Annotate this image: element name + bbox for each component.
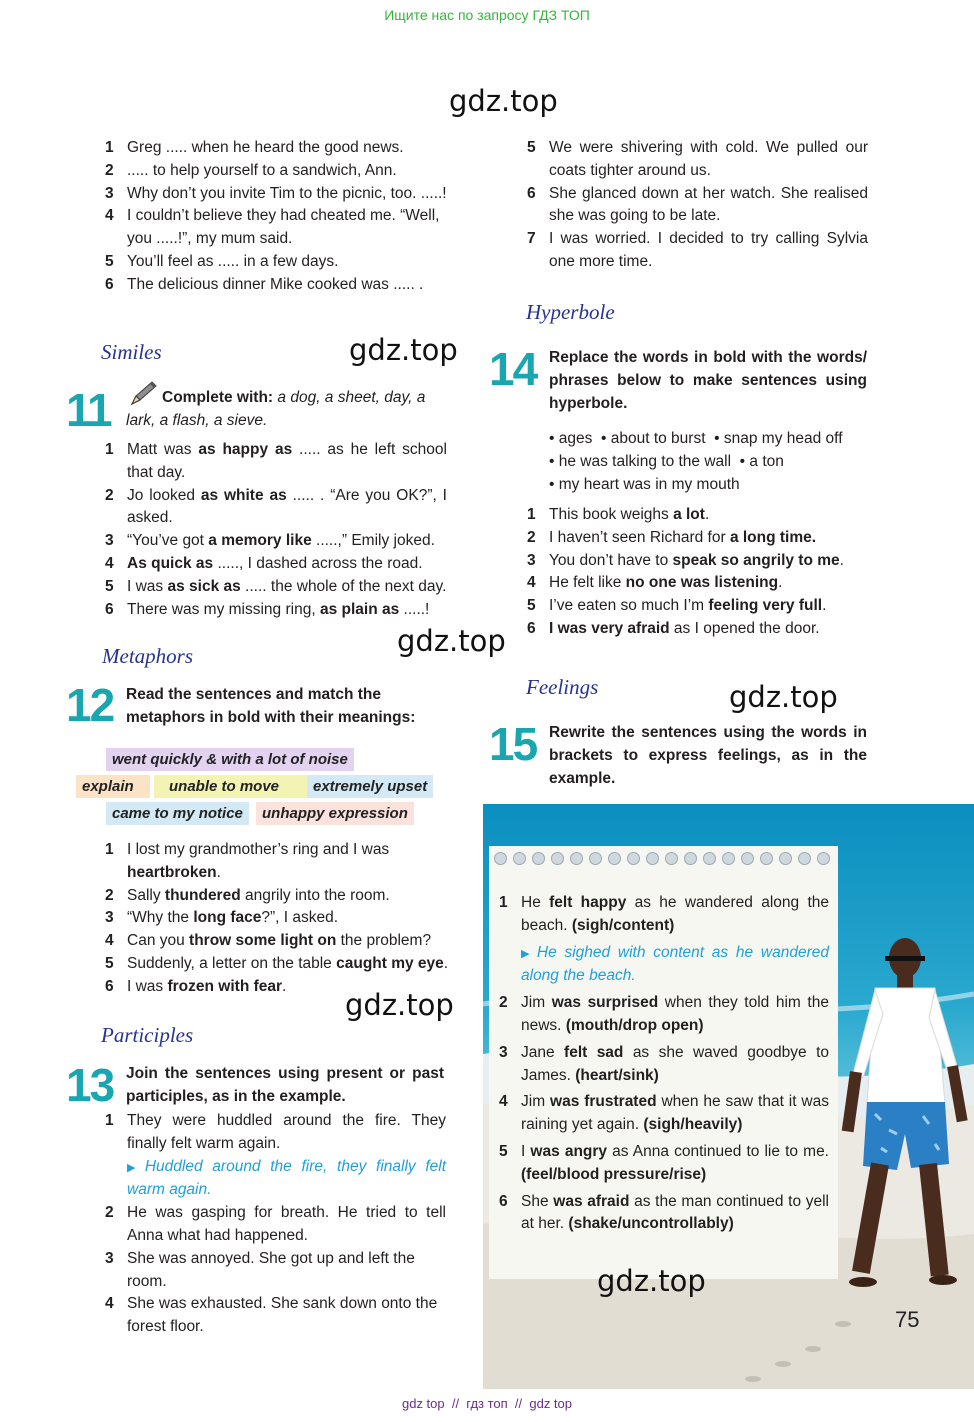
list-item: 2 Sally thundered angrily into the room. [105,886,390,904]
list-item: 2 Jo looked as white as ..... . “Are you OK?”, I asked. [105,486,447,527]
list-item: 6 The delicious dinner Mike cooked was ..... . [105,275,424,293]
instruction-11: Complete with: a dog, a sheet, day, a lark, a flash, a sieve. [126,389,426,429]
watermark: gdz.top [349,333,458,367]
exercise-number-11: 11 [66,384,111,436]
watermark: gdz.top [397,624,506,658]
list-item: 6 There was my missing ring, as plain as .....! [105,600,430,618]
hyperbole-list [527,504,868,641]
list-item: 7 I was worried. I decided to try calling Sylvia one more time. [527,230,868,270]
list-item: 4 She was exhausted. She sank down onto the forest floor. [105,1295,438,1336]
triangle-right-icon: ▶ [521,947,533,960]
section-title-metaphors: Metaphors [102,644,193,668]
watermark: gdz.top [345,988,454,1022]
list-item: 3 Why don’t you invite Tim to the picnic, too. .....! [105,184,447,202]
section-title-participles: Participles [101,1023,194,1047]
list-item: 4 Jim was frustrated when he saw that it was raining yet again. (sigh/heavily) [499,1093,829,1134]
list-item: 1 Matt was as happy as ..... as he left school that day. [105,441,447,481]
exercise-number-14: 14 [489,343,537,395]
list-item: 3 Jane felt sad as she waved goodbye to James. (heart/sink) [499,1043,830,1084]
example-answer: ▶ Huddled around the fire, they finally felt warm again. [127,1157,447,1199]
list-item: 3 She was annoyed. She got up and left the room. [105,1249,415,1290]
watermark: gdz.top [449,84,558,118]
list-item: 3 “Why the long face?”, I asked. [105,909,339,927]
triangle-right-icon: ▶ [127,1161,141,1174]
list-item: 6 She was afraid as the man continued to yell at her. (shake/uncontrollably) [499,1192,829,1233]
list-item: 2 Jim was surprised when they told him the news. (mouth/drop open) [499,994,829,1034]
list-item: 5 Suddenly, a letter on the table caught my eye. [105,954,449,972]
exercise-number-13: 13 [66,1059,114,1111]
list-item: 5 I’ve eaten so much I’m feeling very full. [527,597,827,615]
section-title-feelings: Feelings [526,675,599,699]
list-item: 1 He felt happy as he wandered along the beach. (sigh/content) ▶ He sighed with content as he wandered along the beach. [499,892,829,988]
list-item: 5 I was angry as Anna continued to lie to me. (feel/blood pressure/rise) [499,1142,829,1183]
exercise-number-15: 15 [489,718,537,770]
list-item: 1 Greg ..... when he heard the good news. [105,139,404,156]
list-item: 6 I was very afraid as I opened the door. [527,619,820,637]
list-item: 4 He felt like no one was listening. [527,574,783,592]
list-item: 5 We were shivering with cold. We pulled our coats tighter around us. [527,139,868,179]
instruction-14: Replace the words in bold with the words/ phrases below to make sentences using hyperbole. [549,349,867,412]
list-item: 4 Can you throw some light on the problem? [105,932,432,950]
meaning-tag: unhappy expression [256,802,414,825]
list-item: 3 “You’ve got a memory like .....,” Emily joked. [105,532,435,550]
search-note: Ищите нас по запросу ГДЗ ТОП [384,7,590,23]
example-answer: ▶ He sighed with content as he wandered along the beach. [521,943,829,985]
list-item: 4 I couldn’t believe they had cheated me. “Well, you .....!”, my mum said. [105,207,440,248]
list-item: 2 ..... to help yourself to a sandwich, Ann. [105,161,397,179]
list-item: 1 This book weighs a lot. [527,506,710,523]
top-left-list [105,137,450,297]
meaning-tag: explain [76,775,150,798]
list-item: 4 As quick as ....., I dashed across the road. [105,554,423,572]
meaning-tag: went quickly & with a lot of noise [106,748,354,771]
list-item: 2 I haven’t seen Richard for a long time. [527,528,817,546]
instruction-13: Join the sentences using present or past participles, as in the example. [126,1065,444,1105]
list-item: 3 You don’t have to speak so angrily to me. [527,551,844,569]
list-item: 6 She glanced down at her watch. She realised she was going to be late. [527,184,868,225]
feelings-list [499,892,829,1236]
meaning-tag: came to my notice [106,802,249,825]
list-item: 1 I lost my grandmother’s ring and I was heartbroken. [105,841,390,881]
similes-list [105,439,447,621]
page-number: 75 [895,1307,920,1332]
meaning-tag: unable to move [154,775,315,798]
list-item: 2 He was gasping for breath. He tried to tell Anna what had happened. [105,1204,446,1244]
notepad-rings [494,852,834,866]
top-right-list [527,137,868,274]
list-item: 5 I was as sick as ..... the whole of the next day. [105,577,447,595]
instruction-15: Rewrite the sentences using the words in brackets to express feelings, as in the example. [549,724,867,787]
meaning-tag: extremely upset [307,775,433,798]
exercise-number-12: 12 [66,679,114,731]
list-item: 1 They were huddled around the fire. They finally felt warm again. ▶ Huddled around the fire, they finally felt warm again. [105,1110,446,1202]
list-item: 5 You’ll feel as ..... in a few days. [105,252,339,270]
section-title-hyperbole: Hyperbole [526,300,615,324]
word-bank: • ages • about to burst • snap my head off • he was talking to the wall • a ton • my heart was in my mouth [549,430,843,493]
section-title-similes: Similes [101,340,162,364]
participles-list [105,1110,446,1339]
watermark: gdz.top [729,680,838,714]
list-item: 6 I was frozen with fear. [105,977,287,995]
footer-links[interactable]: gdz top // гдз топ // gdz top [401,1396,573,1411]
metaphors-list [105,839,450,999]
instruction-12: Read the sentences and match the metaphors in bold with their meanings: [126,686,416,726]
watermark: gdz.top [597,1264,706,1298]
